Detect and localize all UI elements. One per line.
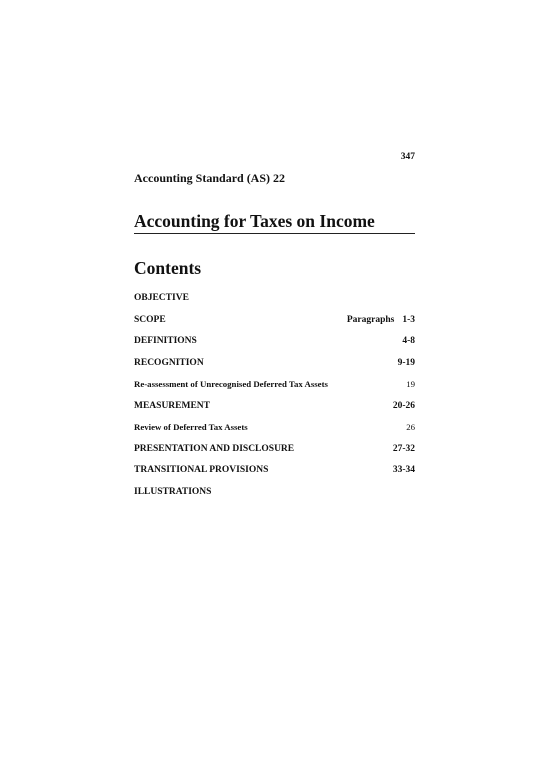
document-title: Accounting for Taxes on Income [134,211,375,231]
toc-item-definitions [134,336,415,358]
toc-item-objective [134,293,415,315]
title-divider [134,233,415,234]
toc-item-recognition [134,358,415,380]
toc-item-paragraph-range: 1-3 [402,314,415,325]
toc-item-measurement [134,401,415,423]
toc-item-paragraphs [347,315,415,325]
toc-item-label: Re-assessment of Unrecognised Deferred Tax Assets [134,379,328,389]
toc-item-illustrations [134,487,415,509]
toc-item-paragraphs: 20-26 [392,400,415,411]
toc-item-label: OBJECTIVE [134,293,189,303]
toc-subitem-review [134,422,415,444]
toc-item-label: Review of Deferred Tax Assets [134,422,248,432]
toc-item-label: PRESENTATION AND DISCLOSURE [134,443,295,454]
toc-item-scope [134,315,415,337]
toc-item-label: SCOPE [134,314,166,325]
page-number: 347 [400,152,415,162]
toc-item-presentation [134,444,415,466]
toc-item-paragraphs: 19 [406,379,415,389]
toc-item-paragraphs: 33-34 [392,465,415,475]
standard-label: Accounting Standard (AS) 22 [134,171,286,185]
toc-item-label: DEFINITIONS [134,336,197,346]
toc-item-label: ILLUSTRATIONS [134,486,212,497]
toc-item-label: MEASUREMENT [134,400,211,411]
toc-item-paragraphs: 9-19 [397,357,415,368]
toc-item-paragraphs: 4-8 [402,336,415,346]
toc-item-paragraphs: 26 [406,422,415,432]
toc-subitem-reassessment [134,379,415,401]
table-of-contents [134,293,415,508]
toc-item-label: RECOGNITION [134,357,204,368]
paragraphs-column-label: Paragraphs [346,314,395,325]
toc-item-label: TRANSITIONAL PROVISIONS [134,465,269,475]
contents-heading: Contents [134,258,202,278]
toc-item-paragraphs: 27-32 [392,443,415,454]
toc-item-transitional [134,465,415,487]
